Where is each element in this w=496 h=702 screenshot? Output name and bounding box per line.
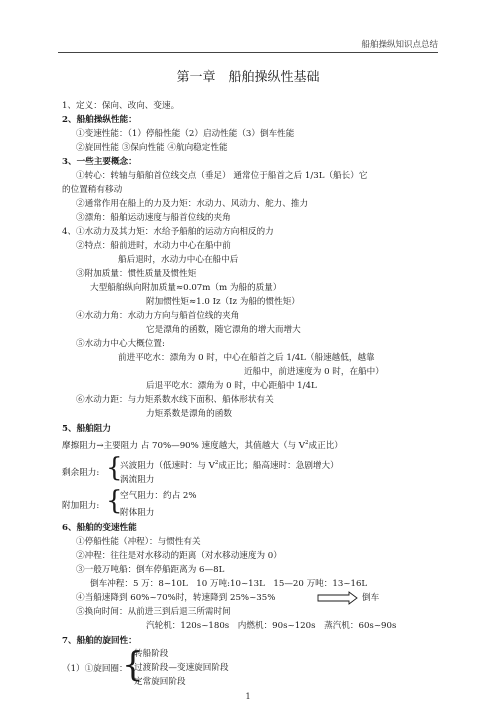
- text-line: 涡流阻力: [120, 475, 155, 485]
- page-number: 1: [245, 692, 251, 701]
- section-heading: 5、船舶阻力: [62, 424, 111, 434]
- section-heading: 3、一些主要概念：: [62, 157, 137, 167]
- text-line: ④水动力角：水动力方向与船首位线的夹角: [76, 311, 240, 321]
- text-line: 的位置稍有移动: [62, 185, 123, 195]
- text-line: 过渡阶段—变速旋回阶段: [134, 663, 229, 673]
- brace-label: （1）①旋回圈：: [62, 664, 128, 674]
- header-rule: [58, 52, 438, 53]
- text-line: ⑥水动力距：与力矩系数水线下面积、船体形状有关: [76, 395, 274, 405]
- text-line: 大型船舶纵向附加质量≈0.07m（m 为船的质量）: [90, 283, 282, 293]
- text-line: 附体阻力: [120, 508, 155, 518]
- text-line: 倒车: [362, 593, 380, 603]
- text-line: 转船阶段: [134, 649, 169, 659]
- text-line: ③一般万吨船：倒车停船距离为 6—8L: [76, 565, 225, 575]
- text-line: ③漂角：船舶运动速度与船首位线的夹角: [76, 213, 231, 223]
- text-line: ①变速性能：（1）停船性能（2）启动性能（3）倒车性能: [76, 129, 295, 139]
- text-line: 摩擦阻力→主要阻力 占 70%—90% 速度越大，其值越大（与 $V^2$成正比）: [62, 440, 343, 451]
- text-line: ①停船性能（冲程）：与惯性有关: [76, 537, 201, 547]
- text-line: ④当船速降到 60%~70%时，转速降到 25%~35%: [76, 593, 276, 603]
- text-line: 附加惯性矩≈1.0 Iz（Iz 为船的惯性矩）: [146, 297, 300, 307]
- text-line: 它是漂角的函数，随它漂角的增大而增大: [146, 325, 301, 335]
- text-line: ③附加质量：惯性质量及惯性矩: [76, 269, 197, 279]
- section-heading: 6、船舶的变速性能: [62, 523, 137, 533]
- text-line: 兴波阻力（低速时：与 $V^2$成正比；船高速时：急剧增大）: [120, 460, 339, 471]
- text-line: ②冲程：往往是对水移动的距离（对水移动速度为 0）: [76, 551, 282, 561]
- brace-label: 剩余阻力:: [62, 468, 100, 478]
- text-line: 空气阻力：约占 2%: [120, 491, 197, 501]
- section-heading: 4、①水动力及其力矩：水给予船舶的运动方向相反的力: [62, 227, 274, 237]
- text-line: ②通常作用在船上的力及力矩：水动力、风动力、舵力、推力: [76, 199, 309, 209]
- text-line: ⑤换向时间：从前进三到后退三所需时间: [76, 607, 231, 617]
- text-line: 近船中，前进速度为 0 时，在船中）: [244, 367, 384, 377]
- brace-icon: {: [122, 645, 144, 685]
- text-line: 汽轮机：120s~180s 内燃机：90s~120s 蒸汽机：60s~90s: [146, 621, 397, 631]
- text-line: 定常旋回阶段: [134, 677, 186, 687]
- text-line: 后退平吃水：漂角为 0 时，中心距船中 1/4L: [146, 381, 317, 391]
- text-line: 力矩系数是漂角的函数: [146, 409, 232, 419]
- definition-line: 1、定义：保向、改向、变速。: [62, 101, 180, 111]
- brace-icon: {: [106, 486, 123, 516]
- text-line: ①转心：转轴与船舶首位线交点（垂足） 通常位于船首之后 1/3L（船长）它: [76, 171, 368, 181]
- double-arrow-icon: [317, 591, 359, 605]
- running-header: 船舶操纵知识点总结: [361, 40, 438, 50]
- text-line: 船后退时，水动力中心在船中后: [118, 255, 239, 265]
- brace-icon: {: [106, 453, 123, 483]
- text-line: 倒车冲程：5 万：8~10L 10 万吨:10~13L 15—20 万吨：13~16L: [90, 579, 368, 589]
- section-heading: 7、船舶的旋回性：: [62, 636, 137, 646]
- text-line: ②旋回性能 ③保向性能 ④航向稳定性能: [76, 143, 228, 153]
- chapter-title: 第一章 船舶操纵性基础: [176, 70, 320, 85]
- text-line: ②特点：船前进时，水动力中心在船中前: [76, 241, 231, 251]
- text-line: 前进平吃水：漂角为 0 时，中心在船首之后 1/4L（船速越低，越靠: [118, 353, 375, 363]
- text-line: ⑤水动力中心大概位置:: [76, 339, 165, 349]
- brace-label: 附加阻力:: [62, 501, 100, 511]
- section-heading: 2、船舶操纵性能：: [62, 115, 137, 125]
